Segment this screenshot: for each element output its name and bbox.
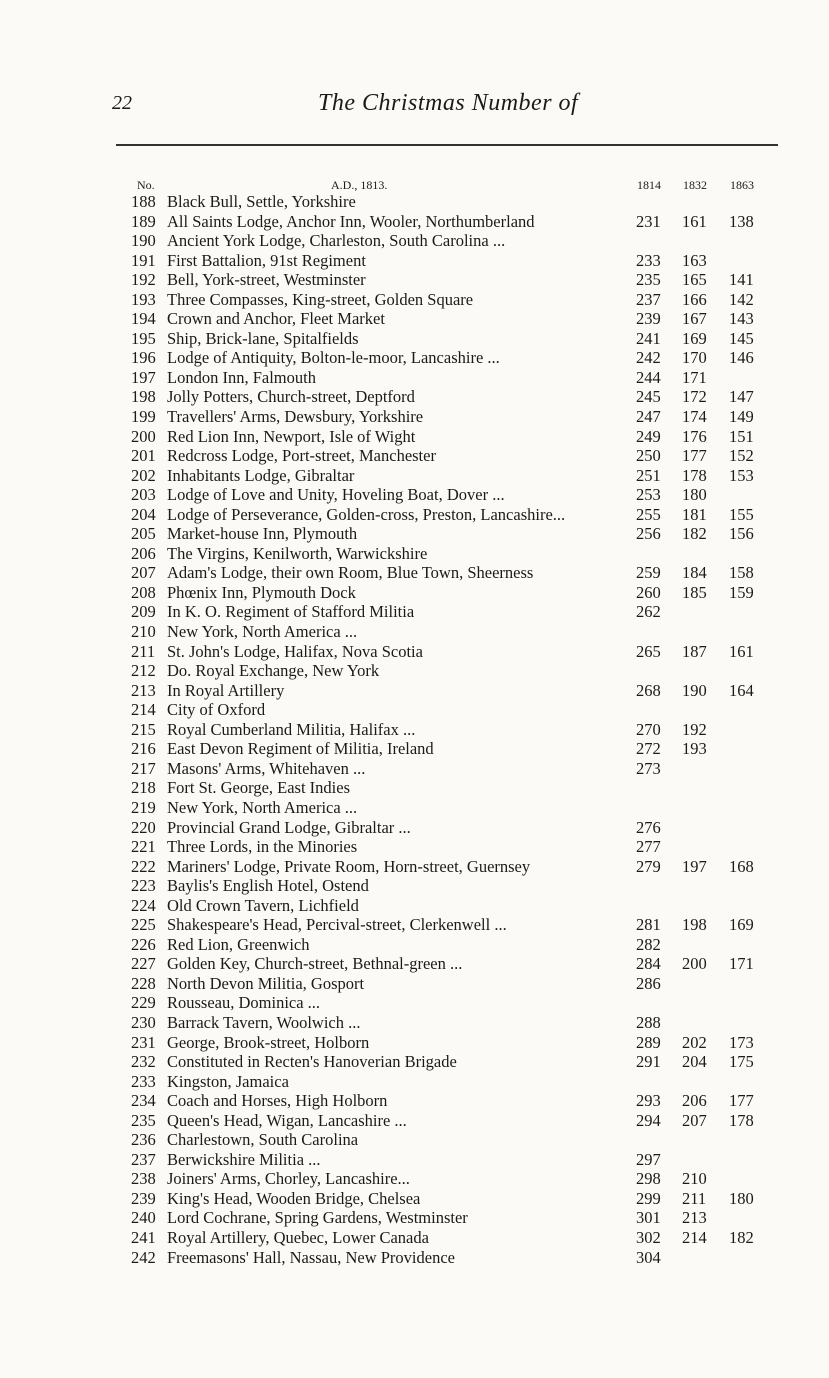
cell-1832: 193 <box>682 739 707 759</box>
cell-1832: 214 <box>682 1227 707 1247</box>
lodge-number: 227 <box>131 954 156 974</box>
lodge-name: New York, North America ... <box>167 797 358 817</box>
cell-1832: 174 <box>682 407 707 427</box>
cell-1814: 242 <box>636 348 661 368</box>
cell-1814: 249 <box>636 426 661 446</box>
cell-1814: 268 <box>636 680 661 700</box>
lodge-name: Charlestown, South Carolina <box>167 1130 359 1150</box>
lodge-number: 214 <box>131 700 156 720</box>
lodge-number: 199 <box>131 407 156 427</box>
cell-1814: 245 <box>636 387 661 407</box>
lodge-number: 207 <box>131 563 156 583</box>
cell-1814: 237 <box>636 289 661 309</box>
lodge-number: 237 <box>131 1149 156 1169</box>
table-row <box>0 427 829 447</box>
lodge-name: Ancient York Lodge, Charleston, South Carolina ... <box>167 231 506 251</box>
page-header <box>0 92 829 122</box>
cell-1863: 177 <box>729 1091 754 1111</box>
lodge-number: 217 <box>131 758 156 778</box>
column-header-ad: A.D., 1813. <box>331 178 388 192</box>
lodge-number: 230 <box>131 1012 156 1032</box>
cell-1832: 187 <box>682 641 707 661</box>
table-row <box>0 1111 829 1131</box>
cell-1863: 141 <box>729 270 754 290</box>
table-row <box>0 954 829 974</box>
lodge-name: In Royal Artillery <box>167 680 285 700</box>
lodge-name: St. John's Lodge, Halifax, Nova Scotia <box>167 641 423 661</box>
table-row <box>0 661 829 681</box>
lodge-number: 238 <box>131 1169 156 1189</box>
cell-1832: 176 <box>682 426 707 446</box>
table-row <box>0 212 829 232</box>
table-row <box>0 544 829 564</box>
cell-1863: 159 <box>729 582 754 602</box>
lodge-name: Baylis's English Hotel, Ostend <box>167 876 369 896</box>
cell-1814: 260 <box>636 582 661 602</box>
lodge-name: Market-house Inn, Plymouth <box>167 524 358 544</box>
cell-1863: 138 <box>729 211 754 231</box>
lodge-number: 200 <box>131 426 156 446</box>
lodge-name: Travellers' Arms, Dewsbury, Yorkshire <box>167 407 424 427</box>
lodge-number: 198 <box>131 387 156 407</box>
cell-1814: 265 <box>636 641 661 661</box>
table-row <box>0 1033 829 1053</box>
lodge-name: East Devon Regiment of Militia, Ireland <box>167 739 434 759</box>
cell-1832: 204 <box>682 1052 707 1072</box>
table-row <box>0 1052 829 1072</box>
table-row <box>0 309 829 329</box>
lodge-name: North Devon Militia, Gosport <box>167 973 365 993</box>
table-row <box>0 896 829 916</box>
lodge-name: In K. O. Regiment of Stafford Militia <box>167 602 415 622</box>
lodge-number: 240 <box>131 1208 156 1228</box>
cell-1863: 178 <box>729 1110 754 1130</box>
cell-1814: 256 <box>636 524 661 544</box>
cell-1814: 235 <box>636 270 661 290</box>
cell-1832: 206 <box>682 1091 707 1111</box>
lodge-number: 193 <box>131 289 156 309</box>
cell-1863: 169 <box>729 915 754 935</box>
cell-1863: 182 <box>729 1227 754 1247</box>
cell-1832: 181 <box>682 504 707 524</box>
table-row <box>0 368 829 388</box>
lodge-name: Berwickshire Militia ... <box>167 1149 321 1169</box>
table-row <box>0 1208 829 1228</box>
cell-1863: 149 <box>729 407 754 427</box>
lodge-name: Provincial Grand Lodge, Gibraltar ... <box>167 817 411 837</box>
lodge-name: Crown and Anchor, Fleet Market <box>167 309 385 329</box>
table-row <box>0 1248 829 1268</box>
table-row <box>0 251 829 271</box>
lodge-number: 235 <box>131 1110 156 1130</box>
cell-1863: 151 <box>729 426 754 446</box>
cell-1863: 156 <box>729 524 754 544</box>
cell-1832: 170 <box>682 348 707 368</box>
table-row <box>0 700 829 720</box>
table-row <box>0 1169 829 1189</box>
lodge-number: 242 <box>131 1247 156 1267</box>
table-row <box>0 485 829 505</box>
cell-1832: 163 <box>682 250 707 270</box>
cell-1832: 190 <box>682 680 707 700</box>
lodge-name: Lodge of Love and Unity, Hoveling Boat, Dover ... <box>167 485 505 505</box>
lodge-number: 203 <box>131 485 156 505</box>
cell-1863: 143 <box>729 309 754 329</box>
cell-1863: 145 <box>729 328 754 348</box>
lodge-number: 190 <box>131 231 156 251</box>
table-row <box>0 1091 829 1111</box>
cell-1814: 301 <box>636 1208 661 1228</box>
lodge-number: 220 <box>131 817 156 837</box>
table-row <box>0 739 829 759</box>
cell-1832: 161 <box>682 211 707 231</box>
cell-1863: 173 <box>729 1032 754 1052</box>
lodge-name: Do. Royal Exchange, New York <box>167 661 380 681</box>
lodge-number: 219 <box>131 797 156 817</box>
lodge-number: 222 <box>131 856 156 876</box>
cell-1814: 262 <box>636 602 661 622</box>
cell-1863: 164 <box>729 680 754 700</box>
lodge-name: Black Bull, Settle, Yorkshire <box>167 192 356 211</box>
cell-1863: 161 <box>729 641 754 661</box>
table-row <box>0 681 829 701</box>
lodge-name: Red Lion Inn, Newport, Isle of Wight <box>167 426 416 446</box>
table-row <box>0 192 829 212</box>
table-row <box>0 407 829 427</box>
table-row <box>0 798 829 818</box>
cell-1832: 180 <box>682 485 707 505</box>
lodge-name: Queen's Head, Wigan, Lancashire ... <box>167 1110 407 1130</box>
lodge-name: Constituted in Recten's Hanoverian Brigade <box>167 1052 457 1072</box>
lodge-number: 231 <box>131 1032 156 1052</box>
lodge-number: 188 <box>131 192 156 211</box>
cell-1863: 152 <box>729 446 754 466</box>
cell-1863: 146 <box>729 348 754 368</box>
cell-1814: 273 <box>636 758 661 778</box>
lodge-number: 224 <box>131 895 156 915</box>
lodge-number: 215 <box>131 719 156 739</box>
lodge-name: Golden Key, Church-street, Bethnal-green ... <box>167 954 463 974</box>
lodge-name: London Inn, Falmouth <box>167 367 316 387</box>
column-header-no: No. <box>137 178 155 192</box>
table-row <box>0 642 829 662</box>
cell-1863: 175 <box>729 1052 754 1072</box>
lodge-name: Adam's Lodge, their own Room, Blue Town, Sheerness <box>167 563 534 583</box>
cell-1814: 299 <box>636 1188 661 1208</box>
cell-1832: 182 <box>682 524 707 544</box>
table-row <box>0 1013 829 1033</box>
cell-1832: 200 <box>682 954 707 974</box>
lodge-number: 192 <box>131 270 156 290</box>
lodge-number: 210 <box>131 622 156 642</box>
lodge-number: 211 <box>131 641 156 661</box>
lodge-number: 194 <box>131 309 156 329</box>
table-row <box>0 1072 829 1092</box>
cell-1863: 142 <box>729 289 754 309</box>
lodge-name: George, Brook-street, Holborn <box>167 1032 370 1052</box>
lodge-name: Bell, York-street, Westminster <box>167 270 366 290</box>
lodge-name: Joiners' Arms, Chorley, Lancashire... <box>167 1169 410 1189</box>
table-row <box>0 974 829 994</box>
lodge-name: Jolly Potters, Church-street, Deptford <box>167 387 415 407</box>
cell-1814: 289 <box>636 1032 661 1052</box>
cell-1814: 291 <box>636 1052 661 1072</box>
cell-1814: 279 <box>636 856 661 876</box>
cell-1863: 171 <box>729 954 754 974</box>
lodge-number: 209 <box>131 602 156 622</box>
table-row <box>0 1130 829 1150</box>
cell-1832: 165 <box>682 270 707 290</box>
table-row <box>0 876 829 896</box>
lodge-number: 232 <box>131 1052 156 1072</box>
lodge-name: Rousseau, Dominica ... <box>167 993 321 1013</box>
lodge-name: First Battalion, 91st Regiment <box>167 250 366 270</box>
cell-1814: 281 <box>636 915 661 935</box>
table-row <box>0 778 829 798</box>
lodge-number: 191 <box>131 250 156 270</box>
lodge-number: 241 <box>131 1227 156 1247</box>
table-row <box>0 837 829 857</box>
lodge-name: Redcross Lodge, Port-street, Manchester <box>167 446 436 466</box>
lodge-name: King's Head, Wooden Bridge, Chelsea <box>167 1188 421 1208</box>
cell-1832: 178 <box>682 465 707 485</box>
page-number: 22 <box>112 92 132 114</box>
lodge-name: Red Lion, Greenwich <box>167 934 310 954</box>
table-row <box>0 446 829 466</box>
running-title: The Christmas Number of <box>318 90 579 116</box>
lodge-number: 239 <box>131 1188 156 1208</box>
cell-1832: 213 <box>682 1208 707 1228</box>
lodge-number: 195 <box>131 328 156 348</box>
lodge-number: 206 <box>131 543 156 563</box>
cell-1832: 197 <box>682 856 707 876</box>
lodge-name: City of Oxford <box>167 700 266 720</box>
table-row <box>0 720 829 740</box>
cell-1814: 297 <box>636 1149 661 1169</box>
lodge-name: Masons' Arms, Whitehaven ... <box>167 758 366 778</box>
lodge-name: Kingston, Jamaica <box>167 1071 289 1091</box>
cell-1832: 169 <box>682 328 707 348</box>
column-header-1832: 1832 <box>683 178 707 192</box>
cell-1814: 231 <box>636 211 661 231</box>
cell-1814: 250 <box>636 446 661 466</box>
cell-1814: 277 <box>636 837 661 857</box>
table-row <box>0 466 829 486</box>
lodge-name: Old Crown Tavern, Lichfield <box>167 895 359 915</box>
lodge-name: Royal Artillery, Quebec, Lower Canada <box>167 1227 429 1247</box>
cell-1832: 177 <box>682 446 707 466</box>
cell-1832: 184 <box>682 563 707 583</box>
table-row <box>0 818 829 838</box>
cell-1814: 288 <box>636 1012 661 1032</box>
lodge-number: 218 <box>131 778 156 798</box>
header-rule <box>116 144 778 146</box>
column-header-1814: 1814 <box>637 178 661 192</box>
lodge-number: 225 <box>131 915 156 935</box>
cell-1814: 233 <box>636 250 661 270</box>
cell-1814: 270 <box>636 719 661 739</box>
cell-1863: 180 <box>729 1188 754 1208</box>
cell-1814: 304 <box>636 1247 661 1267</box>
cell-1832: 171 <box>682 367 707 387</box>
cell-1832: 202 <box>682 1032 707 1052</box>
column-header-1863: 1863 <box>730 178 754 192</box>
table-row <box>0 583 829 603</box>
lodge-name: Coach and Horses, High Holborn <box>167 1091 388 1111</box>
table-row <box>0 524 829 544</box>
cell-1814: 298 <box>636 1169 661 1189</box>
cell-1832: 172 <box>682 387 707 407</box>
lodge-name: Freemasons' Hall, Nassau, New Providence <box>167 1247 455 1267</box>
table-row <box>0 563 829 583</box>
lodge-number: 216 <box>131 739 156 759</box>
lodge-number: 226 <box>131 934 156 954</box>
cell-1814: 244 <box>636 367 661 387</box>
lodge-name: Inhabitants Lodge, Gibraltar <box>167 465 355 485</box>
lodge-name: Royal Cumberland Militia, Halifax ... <box>167 719 416 739</box>
lodge-number: 233 <box>131 1071 156 1091</box>
lodge-number: 189 <box>131 211 156 231</box>
lodge-number: 213 <box>131 680 156 700</box>
cell-1814: 251 <box>636 465 661 485</box>
cell-1832: 211 <box>682 1188 707 1208</box>
lodge-name: Fort St. George, East Indies <box>167 778 351 798</box>
cell-1814: 294 <box>636 1110 661 1130</box>
cell-1814: 293 <box>636 1091 661 1111</box>
cell-1832: 210 <box>682 1169 707 1189</box>
table-row <box>0 290 829 310</box>
cell-1832: 166 <box>682 289 707 309</box>
table-row <box>0 387 829 407</box>
cell-1863: 155 <box>729 504 754 524</box>
cell-1863: 147 <box>729 387 754 407</box>
lodge-name: Lodge of Antiquity, Bolton-le-moor, Lancashire ... <box>167 348 500 368</box>
lodge-name: Shakespeare's Head, Percival-street, Clerkenwell ... <box>167 915 507 935</box>
lodge-number: 196 <box>131 348 156 368</box>
table-row <box>0 857 829 877</box>
lodge-list <box>0 192 829 1267</box>
cell-1814: 282 <box>636 934 661 954</box>
cell-1814: 247 <box>636 407 661 427</box>
lodge-number: 208 <box>131 582 156 602</box>
table-row <box>0 348 829 368</box>
lodge-number: 201 <box>131 446 156 466</box>
cell-1814: 276 <box>636 817 661 837</box>
cell-1832: 185 <box>682 582 707 602</box>
cell-1832: 207 <box>682 1110 707 1130</box>
table-row <box>0 270 829 290</box>
lodge-number: 204 <box>131 504 156 524</box>
cell-1832: 167 <box>682 309 707 329</box>
table-row <box>0 231 829 251</box>
lodge-number: 221 <box>131 837 156 857</box>
lodge-name: Three Lords, in the Minories <box>167 837 358 857</box>
cell-1814: 253 <box>636 485 661 505</box>
lodge-name: Barrack Tavern, Woolwich ... <box>167 1012 361 1032</box>
table-row <box>0 993 829 1013</box>
table-row <box>0 622 829 642</box>
table-row <box>0 505 829 525</box>
table-row <box>0 329 829 349</box>
lodge-name: Ship, Brick-lane, Spitalfields <box>167 328 359 348</box>
lodge-number: 212 <box>131 661 156 681</box>
lodge-name: Lord Cochrane, Spring Gardens, Westminster <box>167 1208 468 1228</box>
cell-1814: 284 <box>636 954 661 974</box>
table-row <box>0 1150 829 1170</box>
cell-1814: 286 <box>636 973 661 993</box>
cell-1832: 192 <box>682 719 707 739</box>
table-row <box>0 935 829 955</box>
lodge-number: 202 <box>131 465 156 485</box>
cell-1814: 239 <box>636 309 661 329</box>
lodge-number: 197 <box>131 367 156 387</box>
lodge-name: Phœnix Inn, Plymouth Dock <box>167 582 356 602</box>
cell-1814: 302 <box>636 1227 661 1247</box>
cell-1814: 241 <box>636 328 661 348</box>
lodge-number: 223 <box>131 876 156 896</box>
lodge-number: 236 <box>131 1130 156 1150</box>
lodge-number: 205 <box>131 524 156 544</box>
lodge-name: Three Compasses, King-street, Golden Square <box>167 289 474 309</box>
table-row <box>0 759 829 779</box>
lodge-number: 228 <box>131 973 156 993</box>
cell-1863: 158 <box>729 563 754 583</box>
table-row <box>0 1228 829 1248</box>
cell-1814: 259 <box>636 563 661 583</box>
cell-1814: 255 <box>636 504 661 524</box>
lodge-name: Mariners' Lodge, Private Room, Horn-street, Guernsey <box>167 856 531 876</box>
lodge-number: 229 <box>131 993 156 1013</box>
table-row <box>0 1189 829 1209</box>
cell-1863: 168 <box>729 856 754 876</box>
table-row <box>0 602 829 622</box>
lodge-name: New York, North America ... <box>167 622 358 642</box>
lodge-name: Lodge of Perseverance, Golden-cross, Preston, Lancashire... <box>167 504 566 524</box>
lodge-name: All Saints Lodge, Anchor Inn, Wooler, Northumberland <box>167 211 535 231</box>
cell-1863: 153 <box>729 465 754 485</box>
lodge-name: The Virgins, Kenilworth, Warwickshire <box>167 543 428 563</box>
cell-1832: 198 <box>682 915 707 935</box>
table-row <box>0 915 829 935</box>
cell-1814: 272 <box>636 739 661 759</box>
lodge-number: 234 <box>131 1091 156 1111</box>
